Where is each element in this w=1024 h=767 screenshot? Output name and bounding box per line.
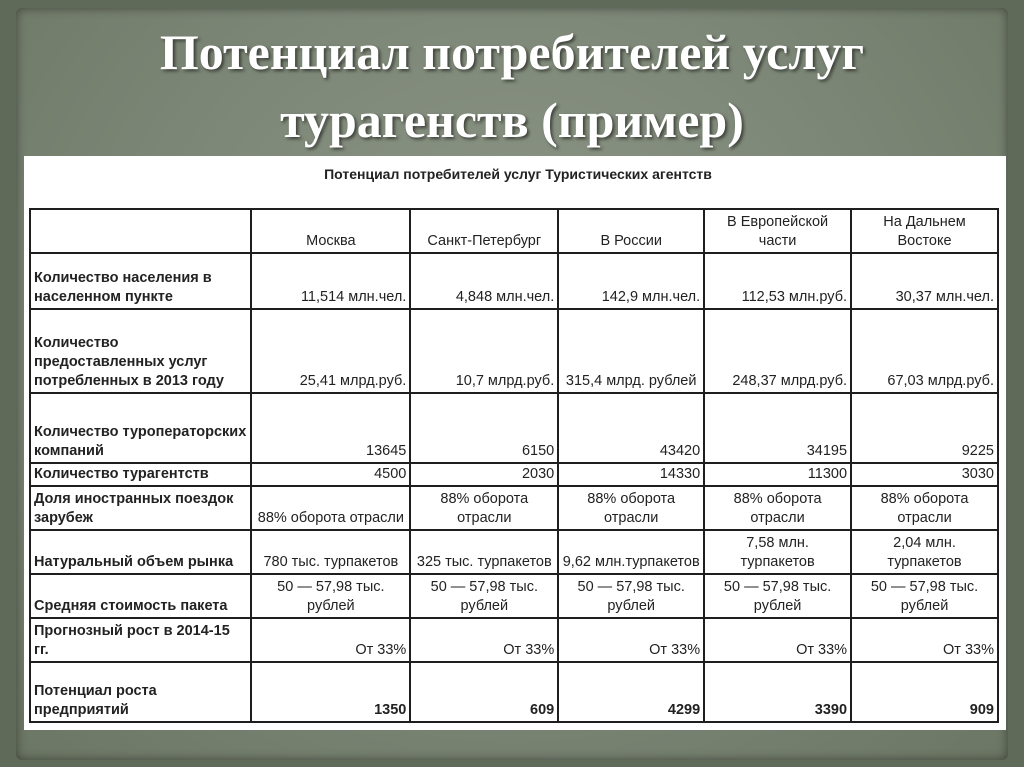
table-cell: 315,4 млрд. рублей [558, 309, 704, 393]
row-label: Количество предоставленных услуг потребленных в 2013 году [30, 309, 251, 393]
table-cell: 50 — 57,98 тыс. рублей [558, 574, 704, 618]
header-row [30, 209, 998, 253]
table-row [30, 662, 998, 722]
table-cell: 909 [851, 662, 998, 722]
table-cell: 13645 [251, 393, 410, 463]
header-russia: В России [558, 209, 704, 253]
table-cell: От 33% [558, 618, 704, 662]
header-corner [30, 209, 251, 253]
table-cell: 11300 [704, 463, 851, 486]
row-label: Натуральный объем рынка [30, 530, 251, 574]
table-cell: 112,53 млн.руб. [704, 253, 851, 309]
table-cell: 50 — 57,98 тыс. рублей [851, 574, 998, 618]
table-cell: 3030 [851, 463, 998, 486]
table-cell: 88% оборота отрасли [851, 486, 998, 530]
table-cell: 67,03 млрд.руб. [851, 309, 998, 393]
table-cell: 88% оборота отрасли [558, 486, 704, 530]
table-cell: 9225 [851, 393, 998, 463]
table-cell: 11,514 млн.чел. [251, 253, 410, 309]
table-row [30, 574, 998, 618]
row-label: Потенциал роста предприятий [30, 662, 251, 722]
table-row [30, 486, 998, 530]
table-cell: 50 — 57,98 тыс. рублей [410, 574, 558, 618]
table-cell: 9,62 млн.турпакетов [558, 530, 704, 574]
row-label: Прогнозный рост в 2014-15 гг. [30, 618, 251, 662]
table-cell: 25,41 млрд.руб. [251, 309, 410, 393]
row-label: Средняя стоимость пакета [30, 574, 251, 618]
table-row [30, 393, 998, 463]
header-europe: В Европейской части [704, 209, 851, 253]
table-row [30, 618, 998, 662]
table-cell: 3390 [704, 662, 851, 722]
table-cell: 2030 [410, 463, 558, 486]
data-table [29, 208, 999, 723]
table-cell: 4,848 млн.чел. [410, 253, 558, 309]
table-cell: От 33% [410, 618, 558, 662]
row-label: Количество туроператорских компаний [30, 393, 251, 463]
table-cell: 1350 [251, 662, 410, 722]
table-cell: 88% оборота отрасли [410, 486, 558, 530]
table-cell: 14330 [558, 463, 704, 486]
table-cell: 6150 [410, 393, 558, 463]
table-cell: 780 тыс. турпакетов [251, 530, 410, 574]
table-cell: 88% оборота отрасли [704, 486, 851, 530]
table-sheet [24, 156, 1006, 730]
table-row [30, 309, 998, 393]
table-row [30, 530, 998, 574]
table-row [30, 253, 998, 309]
row-label: Количество турагентств [30, 463, 251, 486]
table-cell: 142,9 млн.чел. [558, 253, 704, 309]
row-label: Количество населения в населенном пункте [30, 253, 251, 309]
slide-title-line2: турагенств (пример) [280, 92, 744, 148]
table-row [30, 463, 998, 486]
table-cell: 325 тыс. турпакетов [410, 530, 558, 574]
table-cell: 50 — 57,98 тыс. рублей [704, 574, 851, 618]
table-cell: 50 — 57,98 тыс. рублей [251, 574, 410, 618]
table-cell: 2,04 млн. турпакетов [851, 530, 998, 574]
table-cell: От 33% [851, 618, 998, 662]
header-moscow: Москва [251, 209, 410, 253]
table-cell: От 33% [251, 618, 410, 662]
table-cell: 88% оборота отрасли [251, 486, 410, 530]
table-cell: 7,58 млн. турпакетов [704, 530, 851, 574]
table-cell: 34195 [704, 393, 851, 463]
table-cell: От 33% [704, 618, 851, 662]
header-spb: Санкт-Петербург [410, 209, 558, 253]
table-cell: 30,37 млн.чел. [851, 253, 998, 309]
slide-title-line1: Потенциал потребителей услуг [159, 24, 865, 80]
table-cell: 248,37 млрд.руб. [704, 309, 851, 393]
row-label: Доля иностранных поездок зарубеж [30, 486, 251, 530]
table-cell: 10,7 млрд.руб. [410, 309, 558, 393]
table-caption: Потенциал потребителей услуг Туристических агентств [324, 166, 712, 182]
header-far-east: На Дальнем Востоке [851, 209, 998, 253]
table-cell: 4500 [251, 463, 410, 486]
table-cell: 43420 [558, 393, 704, 463]
table-cell: 609 [410, 662, 558, 722]
table-cell: 4299 [558, 662, 704, 722]
